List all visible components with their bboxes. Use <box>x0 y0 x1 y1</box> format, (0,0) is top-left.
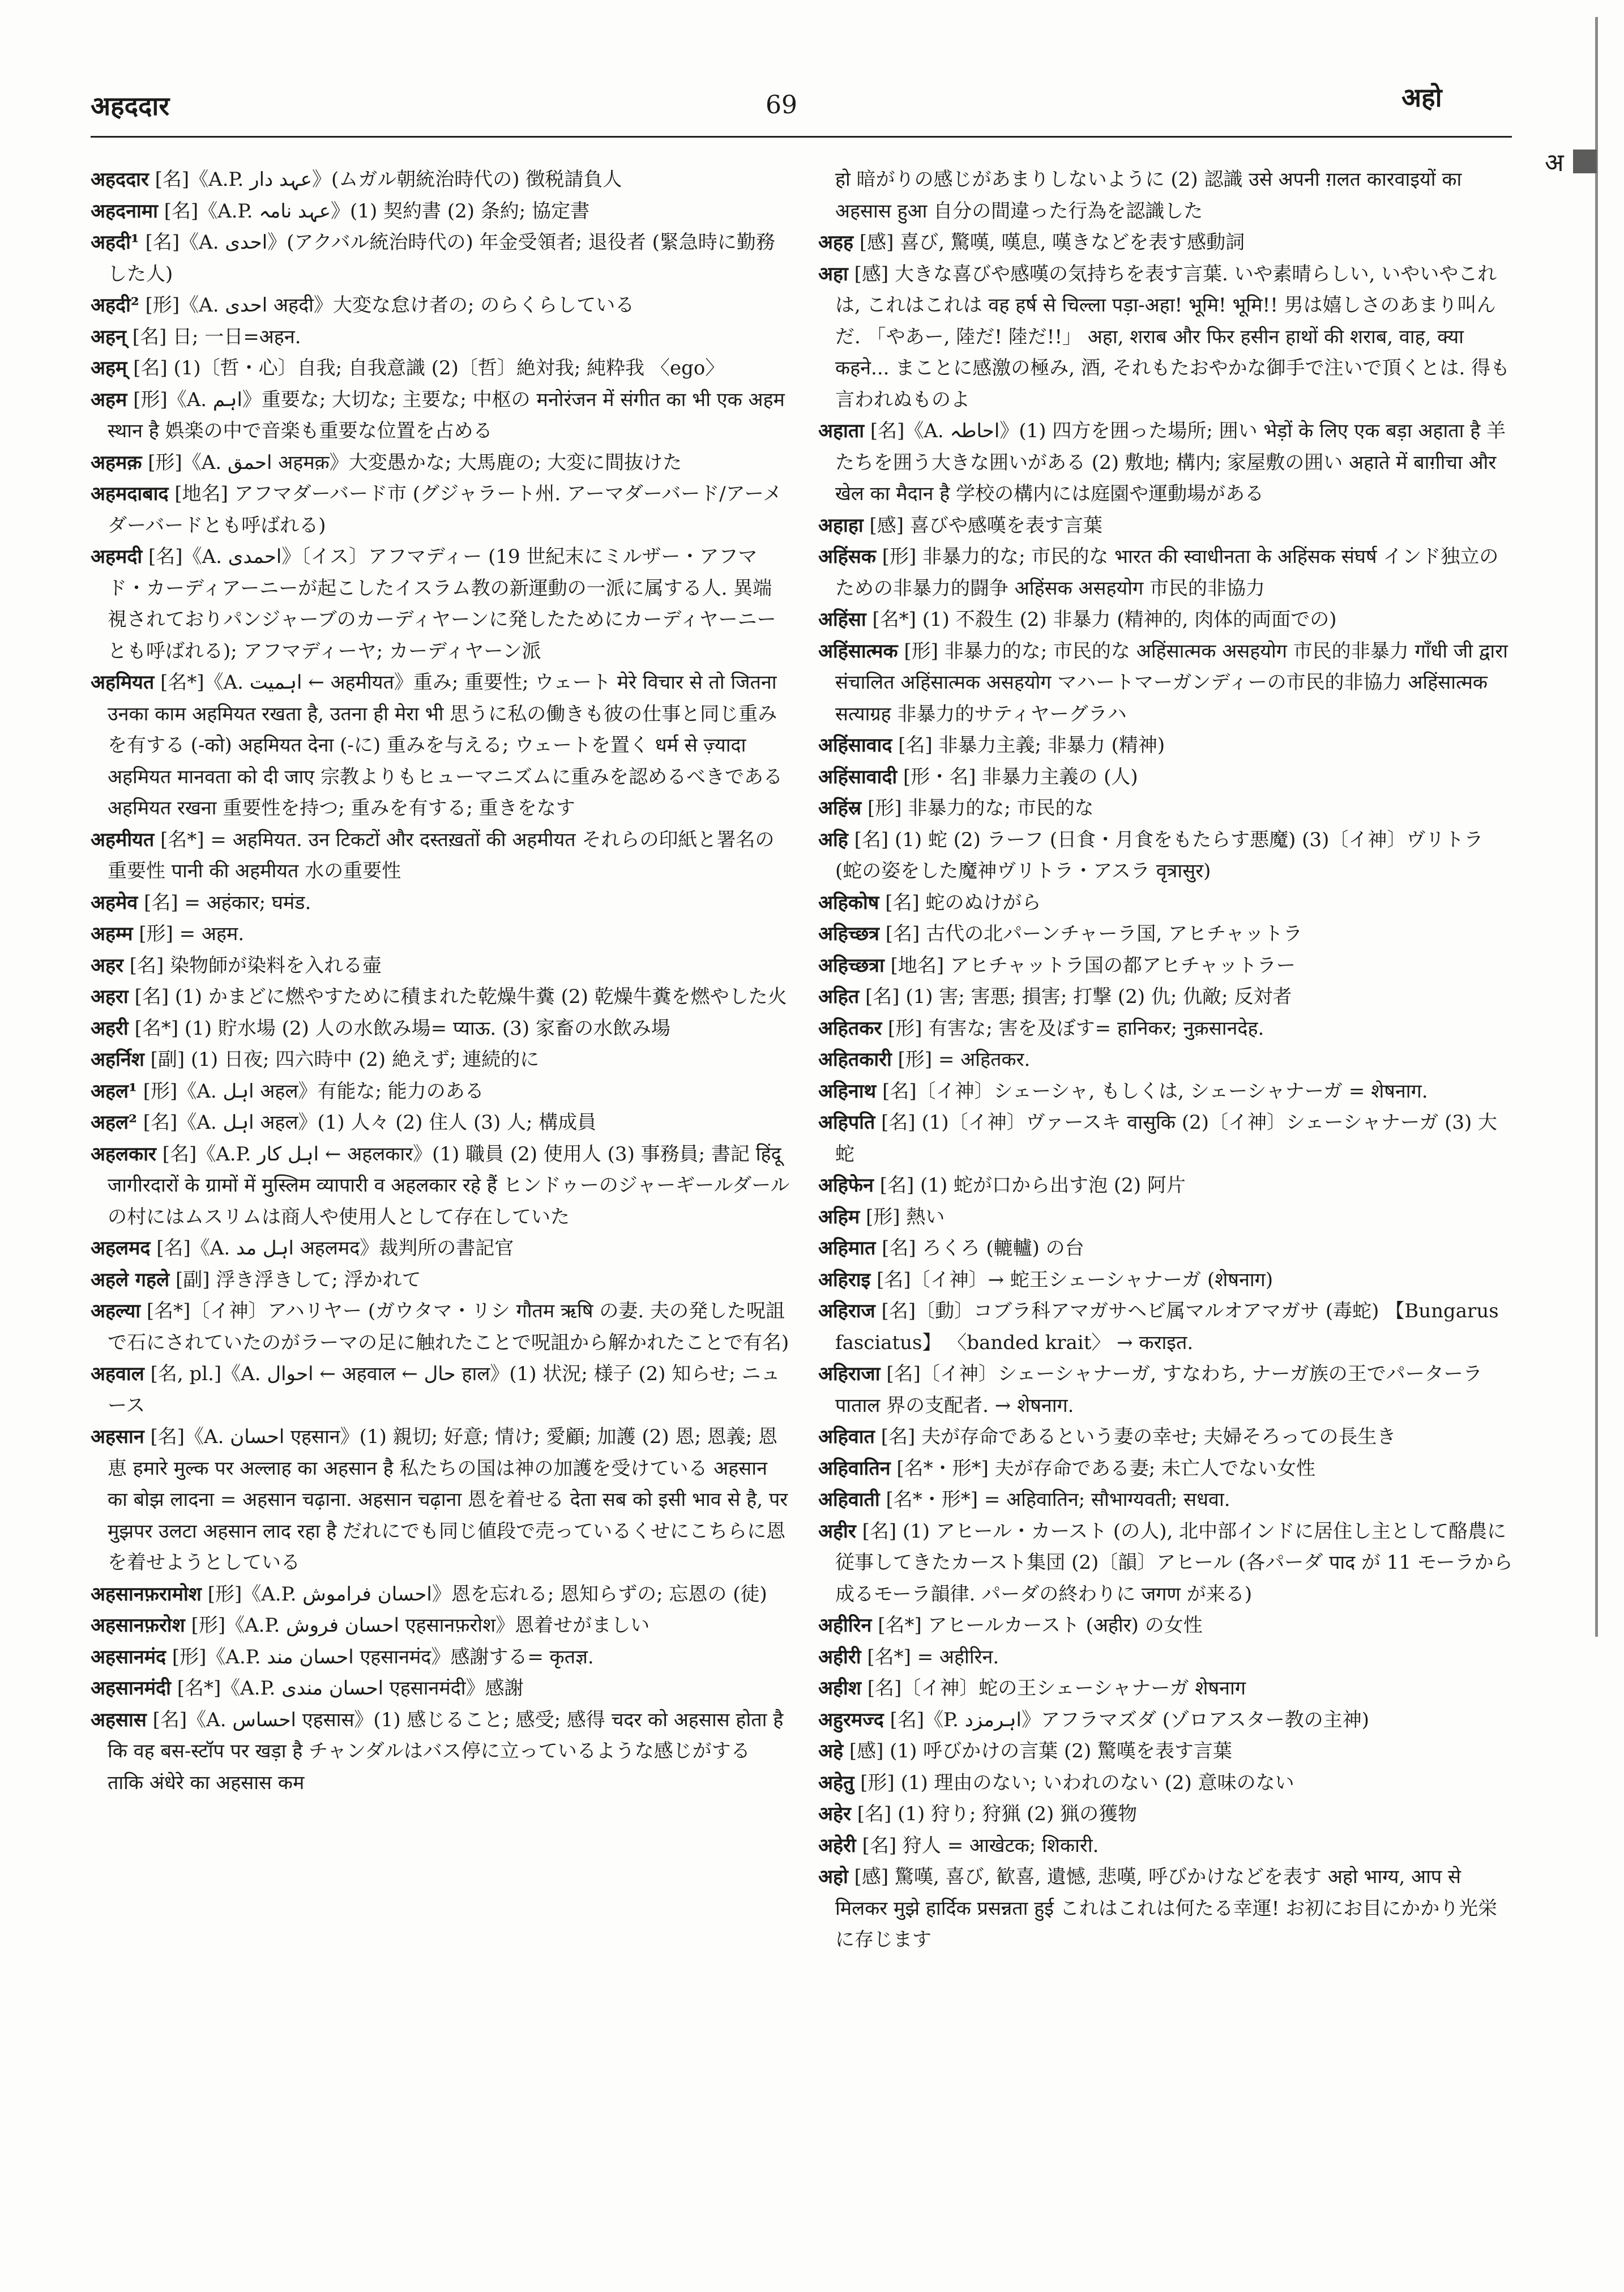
entry-definition: [名] 古代の北パーンチャーラ国, アヒチャットラ <box>885 923 1302 945</box>
entry-headword: अहेर <box>818 1803 851 1825</box>
entry-headword: अहदी¹ <box>91 231 139 254</box>
entry-definition: [名*・形*] 夫が存命である妻; 未亡人でない女性 <box>896 1457 1316 1480</box>
entry-headword: अहिनाथ <box>818 1079 877 1103</box>
dictionary-entry <box>818 981 1515 1013</box>
entry-headword: अहाता <box>818 420 865 442</box>
entry-definition: [副] (1) 日夜; 四六時中 (2) 絶えず; 連続的に <box>150 1048 540 1071</box>
dictionary-entry <box>818 1233 1515 1265</box>
entry-headword: अहिवात <box>818 1425 875 1448</box>
entry-headword: अहिच्छत्रा <box>818 954 884 977</box>
entry-headword: अहिमात <box>818 1237 876 1260</box>
dictionary-entry <box>818 1862 1515 1956</box>
entry-definition: [形]《A.P. احسان فراموش》恩を忘れる; 恩知らずの; 忘恩の (徒) <box>207 1582 767 1606</box>
entry-definition: [形] 熱い <box>865 1205 945 1228</box>
entry-headword: अहि <box>818 828 848 851</box>
dictionary-entry <box>818 416 1515 510</box>
entry-definition: [感] 大きな喜びや感嘆の気持ちを表す言葉. いや素晴らしい, いやいやこれは, これはこれは वह हर्ष से चिल्ला पड़ा-अहा! भूमि! भूमि!! 男は嬉しさのあまり叫んだ. 「やあー, 陸だ! 陸だ!!」 अहा, शराब और फिर हसीन हाथों की शराब, वाह, क्या कहने... まことに感激の極み, 酒, それもたおやかな御手で注いで頂くとは. 得も言われぬものよ <box>835 262 1510 411</box>
dictionary-entry <box>818 1673 1515 1705</box>
dictionary-entry <box>818 1170 1515 1202</box>
dictionary-entry <box>818 1453 1515 1485</box>
entry-definition: [地名] アヒチャットラ国の都アヒチャットラー <box>890 954 1296 977</box>
dictionary-entry <box>91 667 790 825</box>
entry-headword: अहुरमज्द <box>818 1708 884 1731</box>
entry-definition: [形] 有害な; 害を及ぼす= हानिकर; नुक़सानदेह. <box>888 1017 1264 1040</box>
entry-definition: [感] 喜び, 驚嘆, 嘆息, 嘆きなどを表す感動詞 <box>859 231 1245 254</box>
entry-headword: अहदी² <box>91 294 139 317</box>
entry-headword: अहिवाती <box>818 1488 880 1511</box>
dictionary-entry <box>818 1107 1515 1170</box>
entry-headword: अहर्निश <box>91 1048 144 1071</box>
entry-headword: अहदनामा <box>91 199 158 223</box>
dictionary-entry <box>818 1799 1515 1830</box>
dictionary-entry <box>91 1579 790 1611</box>
entry-definition: [名*] = अहमियत. उन टिकटों और दस्तख़तों की अहमीयत それらの印紙と署名の重要性 पानी की अहमीयत 水の重要性 <box>108 828 775 882</box>
dictionary-entry <box>818 887 1515 919</box>
dictionary-entry <box>91 1013 790 1045</box>
dictionary-entry <box>818 259 1515 416</box>
entry-definition: [名] (1) 害; 害悪; 損害; 打撃 (2) 仇; 仇敵; 反対者 <box>865 985 1292 1008</box>
entry-headword: अहिराजा <box>818 1363 881 1385</box>
thumb-index-letter: अ <box>1545 148 1564 177</box>
entry-definition: [形]《A. احمق अहमक़》大変愚かな; 大馬鹿の; 大変に間抜けた <box>148 451 682 474</box>
entry-headword: अहिफेन <box>818 1174 874 1197</box>
entry-headword: अहिंसात्मक <box>818 639 898 663</box>
dictionary-entry <box>818 636 1515 731</box>
dictionary-entry <box>91 1642 790 1674</box>
entry-headword: अहह <box>818 231 854 254</box>
dictionary-entry <box>91 825 790 887</box>
dictionary-entry <box>818 1013 1515 1045</box>
entry-headword: अहले गहले <box>91 1268 170 1291</box>
entry-definition: [形] 非暴力的な; 市民的な भारत की स्वाधीनता के अहिंसक संघर्ष インド独立のための非暴力的闘争 अहिंसक असहयोग 市民的非協力 <box>835 545 1499 600</box>
entry-headword: अहीरी <box>818 1645 861 1668</box>
dictionary-entry <box>91 541 790 667</box>
entry-definition: [名] ろくろ (轆轤) の台 <box>882 1237 1084 1260</box>
entry-headword: अहेरी <box>818 1834 856 1857</box>
entry-headword: अहिंस्र <box>818 797 862 820</box>
entry-definition: [感] (1) 呼びかけの言葉 (2) 驚嘆を表す言葉 <box>849 1740 1232 1762</box>
dictionary-entry <box>818 1610 1515 1642</box>
entry-headword: अहसानमंद <box>91 1645 166 1668</box>
entry-definition: [名] (1)〔イ神〕ヴァースキ वासुकि (2)〔イ神〕シェーシャナーガ (3) 大蛇 <box>835 1111 1498 1166</box>
entry-headword: अहो <box>818 1866 848 1888</box>
entry-definition: [名]《A. اہل अहल》(1) 人々 (2) 住人 (3) 人; 構成員 <box>143 1111 597 1134</box>
entry-headword: अहसानमंदी <box>91 1677 171 1700</box>
dictionary-entry <box>91 1673 790 1705</box>
entry-headword: अहमदाबाद <box>91 483 169 505</box>
entry-headword: अहमीयत <box>91 828 155 851</box>
dictionary-entry <box>91 447 790 479</box>
entry-headword: अहसानफ़रोश <box>91 1614 185 1637</box>
entry-definition: [名]〔動〕コブラ科アマガサヘビ属マルオアマガサ (毒蛇) 【Bungarus fasciatus】 〈banded krait〉 → कराइत. <box>835 1300 1499 1354</box>
entry-definition: [感] 喜びや感嘆を表す言葉 <box>869 514 1102 537</box>
entry-definition: [名]〔イ神〕シェーシャ, もしくは, シェーシャナーガ = शेषनाग. <box>882 1079 1428 1103</box>
dictionary-entry <box>91 1705 790 1799</box>
entry-headword: अहम् <box>91 357 127 379</box>
entry-headword: अहिपति <box>818 1111 875 1134</box>
entry-definition: [名]〔イ神〕シェーシャナーガ, すなわち, ナーガ族の王でパーターラ पाताल 界の支配者. → शेषनाग. <box>835 1363 1482 1417</box>
entry-headword: अहिच्छत्र <box>818 923 879 945</box>
entry-definition: [名*]《A. اہمیت ← अहमीयत》重み; 重要性; ウェート मेरे विचार से तो जितना उनका काम अहमियत रखता है, उतना ही मेरा भी 思うに私の働きも彼の仕事と同じ重みを有する (-को) अहमियत देना (-に) 重みを与える; ウェートを置く धर्म से ज़्यादा अहमियत मानवता को दी जाए 宗教よりもヒューマニズムに重みを認めるべきである अहमियत रखना 重要性を持つ; 重みを有する; 重きをなす <box>108 671 783 820</box>
dictionary-entry <box>91 1265 790 1296</box>
entry-definition: [形・名] 非暴力主義の (人) <box>903 765 1138 788</box>
entry-definition: [名]《P. اہرمزد》アフラマズダ (ゾロアスター教の主神) <box>890 1708 1369 1731</box>
thumb-index-tab <box>1573 150 1597 173</box>
dictionary-entry <box>91 887 790 919</box>
entry-headword: अहिकोष <box>818 891 879 914</box>
dictionary-entry <box>818 1768 1515 1799</box>
entry-headword: अहिवातिन <box>818 1457 891 1480</box>
entry-headword: अहित <box>818 985 860 1008</box>
entry-definition: [名*] アヒールカースト (अहीर) の女性 <box>878 1614 1203 1637</box>
entry-definition: [名]《A. اہل مد अहलमद》裁判所の書記官 <box>156 1237 514 1260</box>
entry-definition: [名]《A. احدی》(アクバル統治時代の) 年金受領者; 退役者 (緊急時に勤務した人) <box>108 231 775 285</box>
entry-definition: [形] = अहितकर. <box>898 1048 1031 1071</box>
entry-definition: [名*] (1) 貯水場 (2) 人の水飲み場= प्याऊ. (3) 家畜の水飲み場 <box>134 1017 670 1040</box>
entry-headword: अहमियत <box>91 671 155 694</box>
dictionary-entry <box>818 227 1515 259</box>
entry-headword: अहितकर <box>818 1017 882 1040</box>
entry-definition: [形] (1) 理由のない; いわれのない (2) 意味のない <box>860 1771 1294 1794</box>
entry-definition: [名] (1) 蛇 (2) ラーフ (日食・月食をもたらす悪魔) (3)〔イ神〕ヴリトラ (蛇の姿をした魔神ヴリトラ・アスラ वृत्रासुर) <box>835 828 1484 882</box>
dictionary-entry <box>818 762 1515 793</box>
entry-headword: अहीर <box>818 1520 856 1543</box>
entry-definition: [名] (1) かまどに燃やすために積まれた乾燥牛糞 (2) 乾燥牛糞を燃やした火 <box>134 985 787 1008</box>
dictionary-entry <box>91 322 790 353</box>
dictionary-entry <box>818 604 1515 636</box>
dictionary-entry <box>91 1139 790 1234</box>
entry-definition: [名] 狩人 = आखेटक; शिकारी. <box>862 1834 1099 1857</box>
entry-definition: [名]〔イ神〕蛇の王シェーシャナーガ शेषनाग <box>867 1677 1246 1700</box>
entry-definition: [名] (1) アヒール・カースト (の人), 北中部インドに居住し主として酪農に従事してきたカースト集団 (2)〔韻〕アヒール (各パーダ पाद が 11 モーラから成るモーラ韻律. パーダの終わりに जगण が来る) <box>835 1520 1513 1606</box>
entry-definition: [形]《A.P. احسان مند एहसानमंद》感謝する= कृतज्ञ. <box>172 1645 594 1668</box>
entry-headword: अहमक़ <box>91 451 142 474</box>
entry-definition: [名] (1)〔哲・心〕自我; 自我意識 (2)〔哲〕絶対我; 純粋我 〈ego〉 <box>133 357 725 379</box>
entry-headword: अहलमद <box>91 1237 151 1260</box>
entry-definition: [名] = अहंकार; घमंड. <box>144 891 311 914</box>
dictionary-entry <box>818 1736 1515 1768</box>
entry-headword: अहिराज <box>818 1300 875 1322</box>
dictionary-entry <box>818 1296 1515 1359</box>
dictionary-entry <box>91 479 790 541</box>
guide-word-left: अहददार <box>91 91 170 121</box>
entry-headword: अहिंसावाद <box>818 734 892 757</box>
entry-headword: अहल² <box>91 1111 137 1134</box>
dictionary-entry <box>818 1484 1515 1516</box>
left-column <box>91 164 790 1799</box>
entry-headword: अहमेव <box>91 891 138 914</box>
dictionary-entry <box>91 164 790 196</box>
dictionary-entry <box>818 950 1515 982</box>
dictionary-entry <box>91 1107 790 1139</box>
entry-definition: [名]《A. احساس एहसास》(1) 感じること; 感受; 感得 चदर को अहसास होता है कि वह बस-स्टॉप पर खड़ा है チャンダルはバス停に立っているような感じがする ताकि अंधेरे का अहसास कम <box>108 1708 784 1794</box>
entry-definition: [名, pl.]《A. احوال ← अहवाल ← حال हाल》(1) 状況; 様子 (2) 知らせ; ニュース <box>108 1363 780 1417</box>
dictionary-entry <box>818 1705 1515 1736</box>
dictionary-entry <box>91 1359 790 1422</box>
entry-definition: [名]《A. احمدی》〔イス〕アフマディー (19 世紀末にミルザー・アフマド・カーディアーニーが起こしたイスラム教の新運動の一派に属する人. 異端視されておりパンジャーブのカーディヤーンに発したためにカーディヤーニーとも呼ばれる); アフマディーヤ; カーディヤーン派 <box>108 545 776 663</box>
dictionary-entry <box>91 1044 790 1076</box>
dictionary-entry <box>91 353 790 385</box>
entry-headword: अहन् <box>91 325 126 348</box>
entry-headword: अहीश <box>818 1677 861 1700</box>
page-edge-line <box>1595 17 1598 1637</box>
entry-definition: [名]《A.P. عہد نامہ》(1) 契約書 (2) 条約; 協定書 <box>164 199 590 223</box>
dictionary-entry <box>91 385 790 447</box>
entry-definition: [感] 驚嘆, 喜び, 歓喜, 遺憾, 悲嘆, 呼びかけなどを表す अहो भाग्य, आप से मिलकर मुझे हार्दिक प्रसन्नता हुई これはこれは何たる幸運! お初にお目にかかり光栄に存じます <box>835 1866 1498 1951</box>
dictionary-entry <box>91 1233 790 1265</box>
entry-definition: [形]《A. احدی अहदी》大変な怠け者の; のらくらしている <box>145 294 635 317</box>
entry-definition: [名]〔イ神〕→ 蛇王シェーシャナーガ (शेषनाग) <box>877 1268 1273 1291</box>
entry-headword: अहसास <box>91 1708 147 1731</box>
entry-definition: [名] 染物師が染料を入れる壷 <box>129 954 382 977</box>
entry-definition: [名*・形*] = अहिवातिन; सौभाग्यवती; सधवा. <box>886 1488 1230 1511</box>
entry-headword: अहे <box>818 1740 844 1762</box>
dictionary-entry <box>91 981 790 1013</box>
thumb-index <box>1545 144 1597 178</box>
entry-definition: [形] 非暴力的な; 市民的な अहिंसात्मक असहयोग 市民的非暴力 गाँधी जी द्वारा संचालित अहिंसात्मक असहयोग マハートマーガンディーの市民的非協力 अहिंसात्मक सत्याग्रह 非暴力的サティヤーグラハ <box>835 639 1508 725</box>
entry-headword: अहम <box>91 388 127 411</box>
guide-word-right: अहो <box>1401 82 1442 113</box>
entry-definition: [名]《A. احسان एहसान》(1) 親切; 好意; 情け; 愛顧; 加護 (2) 恩; 恩義; 恩恵 हमारे मुल्क पर अल्लाह का अहसान है 私たちの国は神の加護を受けている अहसान का बोझ लादना = अहसान चढ़ाना. अहसान चढ़ाना 恩を着せる देता सब को इसी भाव से है, पर मुझपर उलटा अहसान लाद रहा है だれにでも同じ値段で売っているくせにこちらに恩を着せようとしている <box>108 1425 788 1574</box>
dictionary-entry <box>91 919 790 950</box>
entry-definition: [形]《A. اہل अहल》有能な; 能力のある <box>143 1079 484 1103</box>
entry-definition: [名*]〔イ神〕アハリヤー (ガウタマ・リシ गौतम ऋषि の妻. 夫の発した呪詛で石にされていたのがラーマの足に触れたことで呪詛から解かれたことで有名) <box>108 1300 789 1354</box>
dictionary-entry <box>91 1422 790 1579</box>
entry-headword: अहरा <box>91 985 129 1008</box>
entry-headword: अहिम <box>818 1205 860 1228</box>
entry-headword: अहेतु <box>818 1771 854 1794</box>
entry-definition: [形] = अहम. <box>139 923 245 945</box>
entry-headword: अहम्म <box>91 923 133 945</box>
entry-definition: [名]《A.P. عہد دار》(ムガル朝統治時代の) 徴税請負人 <box>155 168 622 191</box>
entry-definition: [名*]《A.P. احسان مندی एहसानमंदी》感謝 <box>177 1677 524 1700</box>
dictionary-entry <box>818 1830 1515 1862</box>
dictionary-entry <box>818 1265 1515 1296</box>
entry-headword: अहीरिन <box>818 1614 872 1637</box>
dictionary-entry <box>91 196 790 228</box>
dictionary-entry <box>818 1516 1515 1611</box>
entry-headword: अहिंसावादी <box>818 765 898 788</box>
entry-headword: अहसान <box>91 1425 144 1448</box>
entry-definition: [名*] (1) 不殺生 (2) 非暴力 (精神的, 肉体的両面での) <box>872 608 1337 631</box>
dictionary-entry <box>91 1296 790 1359</box>
entry-definition: [副] 浮き浮きして; 浮かれて <box>175 1268 421 1291</box>
dictionary-entry <box>818 1076 1515 1108</box>
page-number: 69 <box>766 91 797 119</box>
entry-headword: अहाहा <box>818 514 864 537</box>
dictionary-entry <box>91 950 790 982</box>
entry-definition: [名] 夫が存命であるという妻の幸せ; 夫婦そろっての長生き <box>881 1425 1396 1448</box>
entry-headword: अहसानफ़रामोश <box>91 1582 202 1606</box>
entry-headword: अहिंसक <box>818 545 876 568</box>
entry-headword: अहमदी <box>91 545 143 568</box>
entry-headword: अहर <box>91 954 123 977</box>
entry-continuation <box>818 164 1515 227</box>
entry-definition: [名] 日; 一日=अहन. <box>132 325 301 348</box>
dictionary-entry <box>818 1359 1515 1422</box>
entry-headword: अहितकारी <box>818 1048 892 1071</box>
dictionary-entry <box>818 510 1515 542</box>
right-column <box>818 164 1515 1956</box>
entry-definition: [名]《A. احاطہ》(1) 四方を囲った場所; 囲い भेड़ों के लिए एक बड़ा अहाता है 羊たちを囲う大きな囲いがある (2) 敷地; 構内; 家屋敷の囲い अहाते में बाग़ीचा और खेल का मैदान है 学校の構内には庭園や運動場がある <box>835 420 1506 505</box>
dictionary-entry <box>818 730 1515 762</box>
entry-headword: अहल¹ <box>91 1079 137 1103</box>
dictionary-entry <box>91 1610 790 1642</box>
entry-definition: [名] 非暴力主義; 非暴力 (精神) <box>898 734 1165 757</box>
header-rule <box>91 136 1512 138</box>
dictionary-entry <box>818 825 1515 887</box>
entry-definition: [形]《A.P. احسان فروش एहसानफ़रोश》恩着せがましい <box>191 1614 650 1637</box>
entry-definition: [形] 非暴力的な; 市民的な <box>867 797 1094 820</box>
entry-headword: अहल्या <box>91 1300 141 1322</box>
dictionary-entry <box>818 793 1515 825</box>
entry-headword: अहरी <box>91 1017 129 1040</box>
entry-definition: [地名] アフマダーバード市 (グジャラート州. アーマダーバード/アーメダーバードとも呼ばれる) <box>108 483 782 537</box>
dictionary-entry <box>818 1044 1515 1076</box>
dictionary-entry <box>818 541 1515 604</box>
entry-definition: [名] (1) 蛇が口から出す泡 (2) 阿片 <box>879 1174 1186 1197</box>
entry-headword: अहिराइ <box>818 1268 871 1291</box>
dictionary-entry <box>91 227 790 290</box>
dictionary-entry <box>818 1202 1515 1234</box>
entry-definition: हो 暗がりの感じがあまりしないように (2) 認識 उसे अपनी ग़लत कारवाइयों का अहसास हुआ 自分の間違った行為を認識した <box>835 168 1462 223</box>
dictionary-entry <box>91 1076 790 1108</box>
entry-headword: अहिंसा <box>818 608 866 631</box>
dictionary-entry <box>818 919 1515 950</box>
entry-headword: अहलकार <box>91 1142 156 1166</box>
entry-headword: अहवाल <box>91 1363 144 1385</box>
entry-definition: [形]《A. اہم》重要な; 大切な; 主要な; 中枢の मनोरंजन में संगीत का भी एक अहम स्थान है 娯楽の中で音楽も重要な位置を占める <box>108 388 785 442</box>
dictionary-entry <box>818 1422 1515 1453</box>
entry-definition: [名] 蛇のぬけがら <box>885 891 1041 914</box>
dictionary-entry <box>91 290 790 322</box>
dictionary-entry <box>818 1642 1515 1674</box>
entry-headword: अहददार <box>91 168 149 191</box>
entry-definition: [名]《A.P. اہل کار ← अहलकार》(1) 職員 (2) 使用人 (3) 事務員; 書記 हिंदू जागीरदारों के ग्रामों में मुस्लिम व्यापारी व अहलकार रहे हैं ヒンドゥーのジャーギールダールの村にはムスリムは商人や使用人として存在していた <box>108 1142 790 1228</box>
entry-definition: [名] (1) 狩り; 狩猟 (2) 猟の獲物 <box>857 1803 1138 1825</box>
entry-headword: अहा <box>818 262 848 285</box>
entry-definition: [名*] = अहीरिन. <box>867 1645 999 1668</box>
